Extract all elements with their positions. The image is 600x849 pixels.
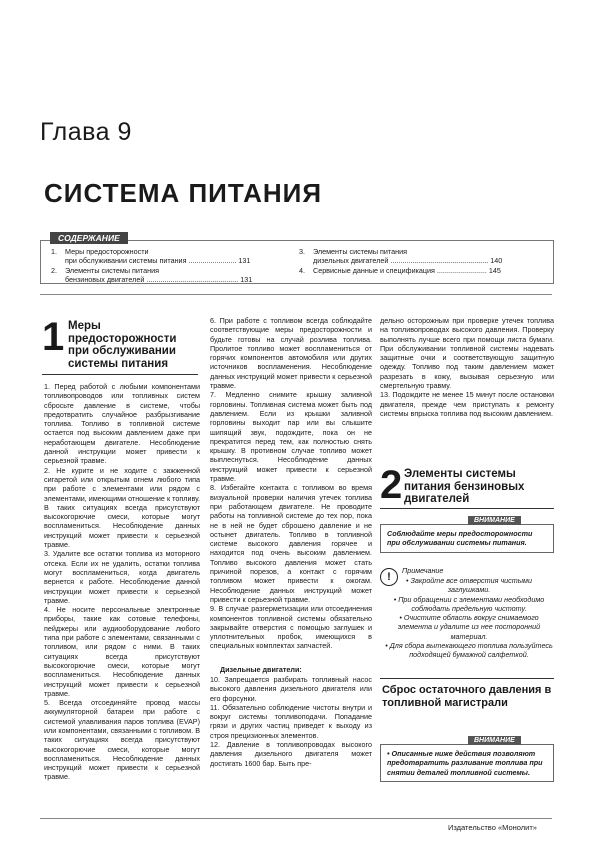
attention-box: Соблюдайте меры предосторожности при обслуживании системы питания. — [380, 524, 554, 553]
body-column-2: 6. При работе с топливом всегда соблюдайте соответствующие меры предосторожности и будьте готовы на случай розлива топлива. Пролитое топливо может воспламениться от горячих компонентов автомобиля или других источников воспламенения. Несоблюдение данных инструкций может привести к серьезной травме. 7. Медленно снимите крышку заливной горловины. Топливная система может быть под давлением. Если из крышки заливной горловины выходит пар или вы слышите шипящий звук, подождите, пока он не прекратится перед тем, как полностью снять крышку. В противном случае топливо может выплеснуться. Несоблюдение данных инструкций может привести к серьезной травме. 8. Избегайте контакта с топливом во время визуальной проверки наличия утечек топлива при работающем двигателе. Не проводите работы на топливной системе до тех пор, пока не в ней не будет сброшено давление и не остынет двигатель. Топливо в топливной системе высокого давления горячее и находится под очень высоким давлением. Топливо высокого давления может стать причиной порезов, а контакт с горячим топливом может привести к ожогам. Несоблюдение данных инструкций может привести к серьезной травме. 9. В случае разгерметизации или отсоединения компонентов топливной системы обязательно закрывайте отверстия с помощью заглушек и уплотнительных пробок, имеющихся в специальных комплектах запчастей. — [210, 316, 372, 651]
toc-item[interactable]: 1. Меры предосторожности при обслуживании системы питания ........................ 131 — [51, 247, 251, 266]
toc-right — [299, 247, 545, 275]
divider — [40, 294, 552, 295]
body-column-2-diesel: 10. Запрещается разбирать топливный насос высокого давления дизельного двигателя или его форсунки. 11. Обязательно соблюдение чистоты внутри и вокруг системы топливоподачи. Попадание грязи и других частиц приведет к выходу из строя прецизионных элементов. 12. Давление в топливопроводах высокого давления дизельного двигателя может достигать 1600 бар. Быть пре- — [210, 675, 372, 768]
note-item: • Очистите область вокруг снимаемого элемента и удалите из нее посторонний материал. — [397, 613, 541, 641]
attention-label: ВНИМАНИЕ — [468, 516, 521, 525]
attention-label: ВНИМАНИЕ — [468, 736, 521, 745]
toc-item[interactable]: 4. Сервисные данные и спецификация ......................... 145 — [299, 265, 501, 275]
section-underline — [380, 508, 554, 509]
note-item: • Для сбора вытекающего топлива пользуйтесь подходящей бумажной салфеткой. — [385, 641, 553, 660]
section-title: Сброс остаточного давления в топливной магистрали — [382, 684, 552, 709]
toc-left — [51, 247, 291, 285]
section-underline — [380, 678, 554, 679]
toc-header: СОДЕРЖАНИЕ — [50, 232, 128, 244]
note-item: • Закройте все отверстия чистыми заглушками. — [406, 576, 532, 595]
section-number: 2 — [380, 463, 403, 507]
note-item: • При обращении с элементами необходимо соблюдать предельную чистоту. — [393, 594, 545, 613]
section-title: Меры предосторожности при обслуживании системы питания — [68, 320, 177, 370]
note-label: Примечание — [402, 566, 444, 575]
attention-box: • Описанные ниже действия позволяют предотвратить разливание топлива при снятии деталей топливной системы. — [380, 744, 554, 782]
exclamation-icon: ! — [380, 568, 398, 586]
footer-divider — [40, 818, 552, 819]
toc-box — [40, 240, 554, 284]
toc-item[interactable]: 2. Элементы системы питания бензиновых двигателей .............................................. 131 — [51, 265, 253, 285]
section-title: Элементы системы питания бензиновых двигателей — [404, 468, 525, 505]
body-column-1: 1. Перед работой с любыми компонентами топливопроводов или топливных систем сбросьте давление в системе, чтобы предотвратить случайное разбрызгивание топлива. Топливо в топливной системе остается под высоким давлением даже при неработающем двигателе. Несоблюдение данной инструкции может привести к серьезной травме. 2. Не курите и не ходите с зажженной сигаретой или открытым огнем любого типа при работе с элементами или рядом с элементами, имеющими отношение к топливу. В таких ситуациях всегда присутствуют высокогорючие смеси, которые могут воспламениться. Несоблюдение данных инструкций может привести к серьезной травме. 3. Удалите все остатки топлива из моторного отсека. Если их не удалить, остатки топлива могут воспламениться, когда двигатель вернется к работе. Несоблюдение данной инструкции может привести к серьезной травме. 4. Не носите персональные электронные приборы, такие как сотовые телефоны, пейджеры или аудиооборудование любого типа при работе с элементами, связанными с топливом, или рядом с ними. В таких ситуациях всегда присутствуют высокогорючие смеси, которые могут воспламениться. Несоблюдение данных инструкций может привести к серьезной травме. 5. Всегда отсоединяйте провод массы аккумуляторной батареи при работе с системой улавливания паров топлива (EVAP) или компонентами, связанными с топливом. В таких ситуациях всегда присутствуют высокогорючие смеси, которые могут воспламениться. Несоблюдение данных инструкций может привести к серьезной травме. — [44, 382, 200, 782]
note-list — [384, 576, 554, 660]
toc-item[interactable]: 3. Элементы системы питания дизельных двигателей ................................................. 140 — [299, 247, 503, 266]
section-underline — [42, 374, 198, 375]
body-column-3: дельно осторожным при проверке утечек топлива на топливопроводах высокого давления. Проверку выполнять лучше всего при помощи листа бумаги. При обслуживании топливной системы надевать защитные очки и соответствующую защитную одежду. Топливо под таким давлением может разрезать в кожу, вызывая серьезную или смертельную травму. 13. Подождите не менее 15 минут после остановки двигателя, прежде чем приступать к ремонту системы впрыска топлива под высоким давлением. — [380, 316, 554, 418]
chapter-label: Глава 9 — [40, 118, 132, 146]
section-number: 1 — [42, 315, 65, 359]
diesel-heading: Дизельные двигатели: — [220, 665, 302, 674]
publisher-footer: Издательство «Монолит» — [448, 823, 537, 832]
page-title: СИСТЕМА ПИТАНИЯ — [44, 178, 323, 208]
